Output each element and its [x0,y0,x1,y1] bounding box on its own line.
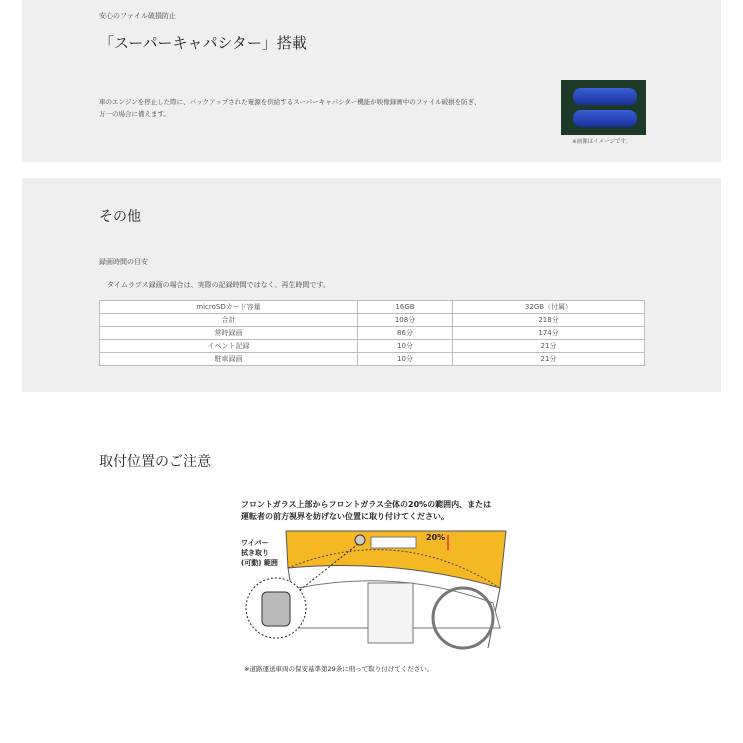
capacitor-kicker: 安心のファイル破損防止 [99,12,176,20]
table-row [100,327,645,340]
table-cell: 174分 [453,327,645,340]
table-cell: 駐車録画 [100,353,358,366]
table-cell: 32GB（付属） [453,301,645,314]
table-row [100,314,645,327]
instr-line: フロントガラス上部からフロントガラス全体の20%の範囲内、または [241,500,492,509]
wiper-line: 拭き取り [241,549,269,557]
mounting-instructions [241,499,491,523]
wiper-label [241,538,278,568]
mounting-illustration [238,528,510,658]
table-cell: 218分 [453,314,645,327]
dashcam-icon [355,535,365,545]
mirror-icon [371,537,416,548]
table-row [100,340,645,353]
wiper-line: (可動) 範囲 [241,559,278,567]
capacitor-image [561,80,646,135]
percent-label: 20% [426,533,446,542]
image-caption: ※画像はイメージです。 [572,139,632,145]
other-subtitle: 録画時間の目安 [99,258,148,266]
mounting-footnote: ※道路運送車両の保安基準第29条に則って取り付けてください。 [244,665,434,673]
table-cell: 16GB [358,301,453,314]
body-line: 万一の場合に備えます。 [99,110,170,118]
recording-time-table [99,300,645,366]
mounting-title: 取付位置のご注意 [99,454,211,470]
table-cell: イベント記録 [100,340,358,353]
table-row [100,353,645,366]
body-line: 車のエンジンを停止した際に、バックアップされた電源を供給するスーパーキャパシター機能が映像録画中のファイル破損を防ぎ、 [99,98,481,106]
instr-line: 運転者の前方視界を妨げない位置に取り付けてください。 [241,512,449,521]
other-note: タイムラプス録画の場合は、実際の記録時間ではなく、再生時間です。 [107,281,330,289]
table-cell: 合計 [100,314,358,327]
table-cell: 10分 [358,353,453,366]
table-cell: 21分 [453,353,645,366]
table-cell: 86分 [358,327,453,340]
table-cell: 108分 [358,314,453,327]
wiper-line: ワイパー [241,539,269,547]
table-row [100,301,645,314]
capacitor-body [99,96,480,120]
other-title: その他 [99,209,141,225]
table-cell: 10分 [358,340,453,353]
table-cell: microSDカード容量 [100,301,358,314]
capacitor-title: 「スーパーキャパシター」搭載 [99,34,307,52]
table-cell: 21分 [453,340,645,353]
table-cell: 常時録画 [100,327,358,340]
